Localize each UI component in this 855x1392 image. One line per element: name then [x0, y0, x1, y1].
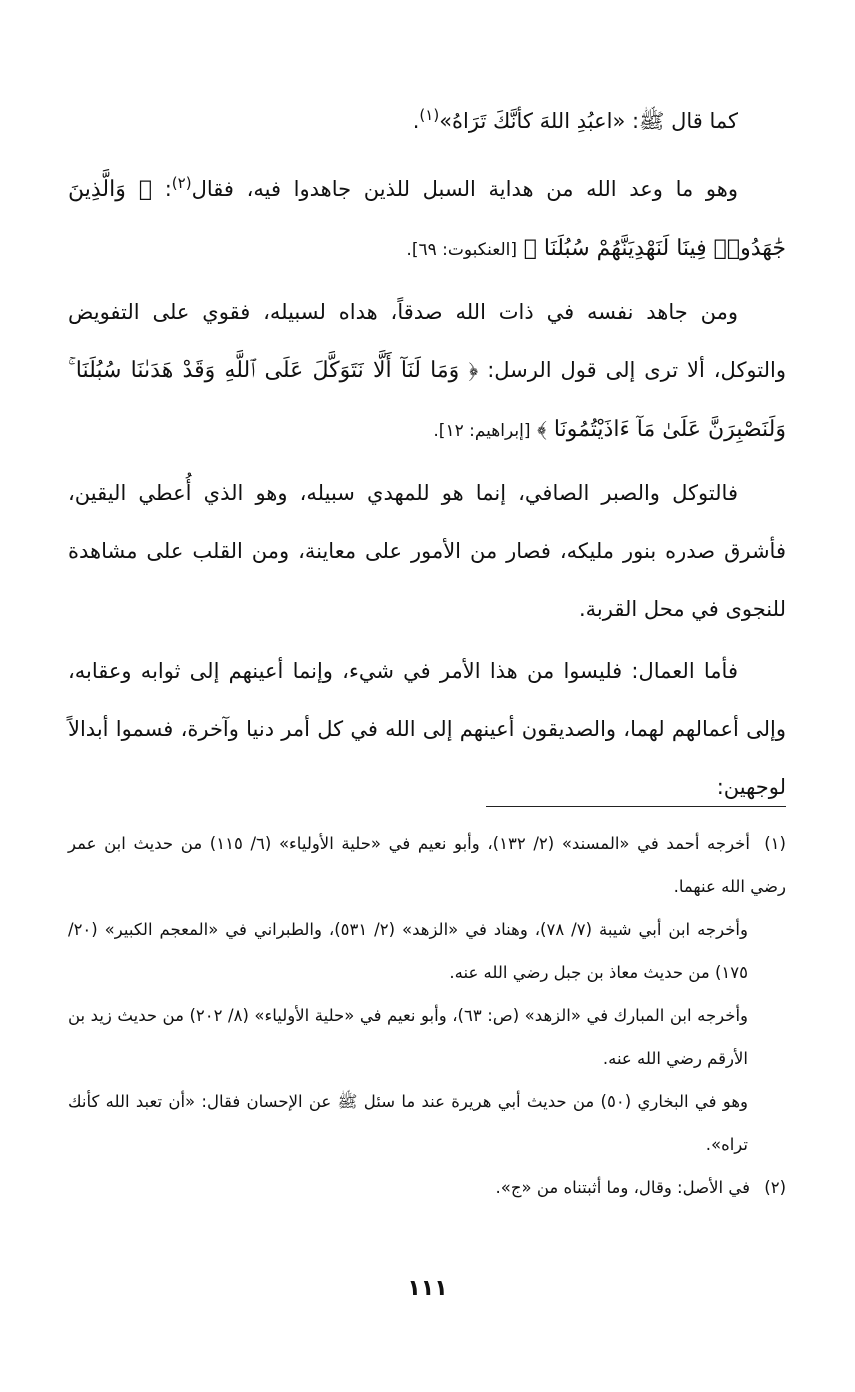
footnotes: [68, 822, 786, 1209]
footnote-1-continuation-b: [68, 908, 786, 994]
paragraph-3: [68, 283, 786, 460]
footnote-1-continuation-c: [68, 994, 786, 1080]
footnote-2-number: (٢): [764, 1178, 786, 1197]
footnote-1-text-b: وأخرجه ابن أبي شيبة (٧/ ٧٨)، وهناد في «الزهد» (٢/ ٥٣١)، والطبراني في «المعجم الكبير» (٢٠/ ١٧٥) من حديث معاذ بن جبل رضي الله عنه.: [68, 920, 748, 982]
footnote-ref-2: (٢): [171, 174, 192, 192]
footnote-1-text-a: أخرجه أحمد في «المسند» (٢/ ١٣٢)، وأبو نعيم في «حلية الأولياء» (٦/ ١١٥) من حديث ابن عمر رضي الله عنهما.: [68, 834, 786, 896]
paragraph-5-text: فأما العمال: فليسوا من هذا الأمر في شيء، وإنما أعينهم إلى ثوابه وعقابه، وإلى أعمالهم لهما، والصديقون أعينهم إلى الله في كل أمر دنيا وآخرة، فسموا أبدالاً لوجهين:: [68, 659, 786, 799]
main-text: [68, 86, 786, 820]
paragraph-3-text: ومن جاهد نفسه في ذات الله صدقاً، هداه لسبيله، فقوي على التفويض والتوكل، ألا ترى إلى قول الرسل:: [68, 300, 786, 382]
footnote-1-number: (١): [764, 834, 786, 853]
verse-reference-ankabut: [العنكبوت: ٦٩].: [406, 240, 518, 260]
page-number: ١١١: [407, 1276, 448, 1301]
footnote-1: [68, 822, 786, 908]
quran-verse-ankabut: ﴿ وَالَّذِينَ جَٰهَدُوا۟ فِينَا لَنَهْدِيَنَّهُمْ سُبُلَنَا ﴾: [68, 177, 786, 261]
paragraph-1-end: .: [412, 109, 420, 133]
quran-verse-ibrahim: ﴿ وَمَا لَنَآ أَلَّا نَتَوَكَّلَ عَلَى ٱللَّهِ وَقَدْ هَدَىٰنَا سُبُلَنَا ۚ وَلَنَصْبِرَنَّ عَلَىٰ مَآ ءَاذَيْتُمُونَا ﴾: [68, 358, 786, 442]
paragraph-2-text: وهو ما وعد الله من هداية السبل للذين جاهدوا فيه، فقال: [191, 177, 738, 201]
footnote-ref-1: (١): [419, 106, 440, 124]
paragraph-2: [68, 154, 786, 279]
footnote-divider: [486, 806, 786, 807]
footnote-1-text-d: وهو في البخاري (٥٠) من حديث أبي هريرة عند ما سئل ﷺ عن الإحسان فقال: «أن تعبد الله كأنك تراه».: [68, 1092, 748, 1154]
paragraph-1: [68, 86, 786, 150]
paragraph-2-colon: :: [164, 177, 172, 201]
paragraph-1-text: كما قال ﷺ: «اعبُدِ اللهَ كأنَّكَ تَرَاهُ»: [439, 109, 738, 133]
paragraph-4-text: فالتوكل والصبر الصافي، إنما هو للمهدي سبيله، وهو الذي أُعطي اليقين، فأشرق صدره بنور مليكه، فصار من الأمور على معاينة، ومن القلب على مشاهدة للنجوى في محل القربة.: [68, 481, 786, 621]
footnote-2-text: في الأصل: وقال، وما أثبتناه من «ج».: [495, 1178, 750, 1197]
footnote-2: [68, 1166, 786, 1209]
paragraph-4: [68, 464, 786, 638]
paragraph-5: [68, 642, 786, 816]
verse-reference-ibrahim: [إبراهيم: ١٢].: [433, 421, 531, 441]
footnote-1-text-c: وأخرجه ابن المبارك في «الزهد» (ص: ٦٣)، وأبو نعيم في «حلية الأولياء» (٨/ ٢٠٢) من حديث زيد بن الأرقم رضي الله عنه.: [68, 1006, 748, 1068]
footnote-1-continuation-d: [68, 1080, 786, 1166]
